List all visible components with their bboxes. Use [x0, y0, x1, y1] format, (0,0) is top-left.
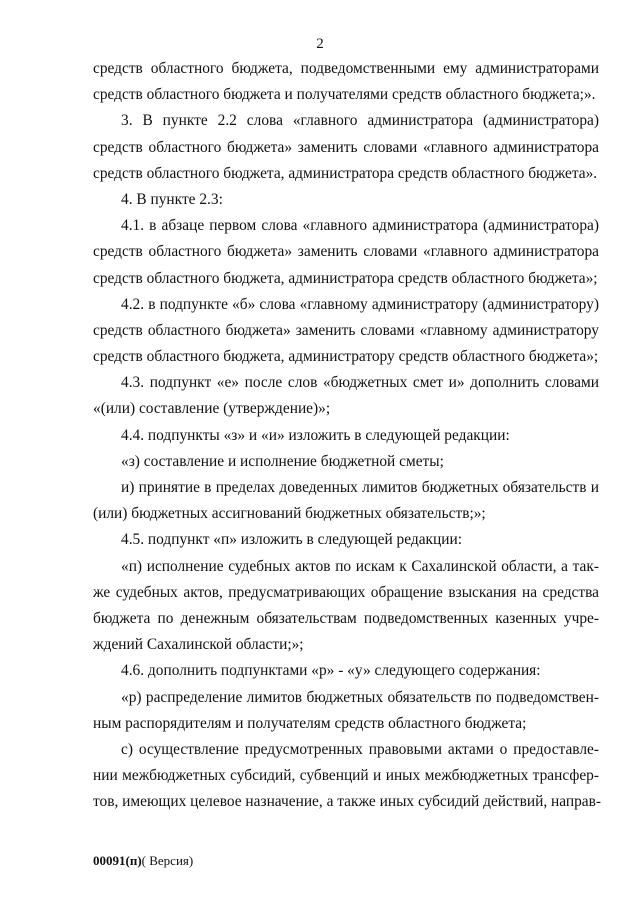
paragraph [93, 554, 599, 659]
text-line: ждений Сахалинской области;»; [93, 636, 304, 654]
document-code: 00091(п) [93, 853, 142, 868]
text-line: 4.5. подпункт «п» изложить в следующей редакции: [121, 531, 463, 549]
text-line: средств областного бюджета» заменить словами «главного администратора [93, 138, 599, 156]
paragraph [93, 56, 599, 108]
text-line: «(или) составление (утверждение)»; [93, 400, 331, 418]
text-line: 4.1. в абзаце первом слова «главного администратора (администратора) [121, 217, 599, 235]
paragraph [93, 423, 599, 449]
text-line: «п) исполнение судебных актов по искам к Сахалинской области, а так- [121, 557, 599, 575]
text-line: (или) бюджетных ассигнований бюджетных обязательств;»; [93, 505, 486, 523]
text-line: 4. В пункте 2.3: [121, 190, 223, 208]
page-number: 2 [316, 36, 324, 52]
paragraph [93, 527, 599, 553]
paragraph [93, 475, 599, 527]
paragraph [93, 213, 599, 292]
document-version-note: ( Версия) [141, 853, 194, 868]
text-line: 4.6. дополнить подпунктами «р» - «у» следующего содержания: [121, 662, 541, 680]
text-line: средств областного бюджета, администратора средств областного бюджета». [93, 164, 598, 182]
text-line: 4.2. в подпункте «б» слова «главному администратору (администратору) [121, 295, 599, 313]
paragraph [93, 108, 599, 187]
text-line: бюджета по денежным обязательствам подведомственных казенных учре- [93, 609, 599, 627]
text-line: нии межбюджетных субсидий, субвенций и иных межбюджетных трансфер- [93, 767, 599, 785]
document-body [93, 56, 602, 815]
text-line: средств областного бюджета» заменить словами «главного администратора [93, 243, 599, 261]
text-line: с) осуществление предусмотренных правовыми актами о предоставле- [121, 740, 599, 758]
paragraph [93, 292, 599, 371]
text-line: средств областного бюджета и получателями средств областного бюджета;». [93, 86, 596, 104]
text-line: ным распорядителям и получателям средств областного бюджета; [93, 714, 527, 732]
text-line: средств областного бюджета, администратора средств областного бюджета»; [93, 269, 598, 287]
paragraph [93, 449, 599, 475]
paragraph [93, 737, 602, 816]
text-line: средств областного бюджета» заменить словами «главному администратору [93, 321, 599, 339]
text-line: 3. В пункте 2.2 слова «главного администратора (администратора) [121, 112, 599, 130]
text-line: 4.4. подпункты «з» и «и» изложить в следующей редакции: [121, 426, 510, 444]
text-line: и) принятие в пределах доведенных лимитов бюджетных обязательств и [121, 479, 599, 496]
paragraph [93, 658, 599, 684]
document-footer [93, 852, 193, 870]
text-line: 4.3. подпункт «е» после слов «бюджетных смет и» дополнить словами [121, 374, 599, 392]
text-line: средств областного бюджета, подведомственными ему администраторами [93, 60, 599, 77]
paragraph [93, 187, 599, 213]
text-line: «з) составление и исполнение бюджетной сметы; [121, 452, 444, 470]
text-line: тов, имеющих целевое назначение, а также иных субсидий действий, направ- [93, 793, 602, 811]
paragraph [93, 685, 599, 737]
text-line: средств областного бюджета, администратору средств областного бюджета»; [93, 348, 599, 366]
text-line: же судебных актов, предусматривающих обращение взыскания на средства [93, 583, 599, 601]
text-line: «р) распределение лимитов бюджетных обязательств по подведомствен- [121, 688, 599, 706]
paragraph [93, 370, 599, 422]
